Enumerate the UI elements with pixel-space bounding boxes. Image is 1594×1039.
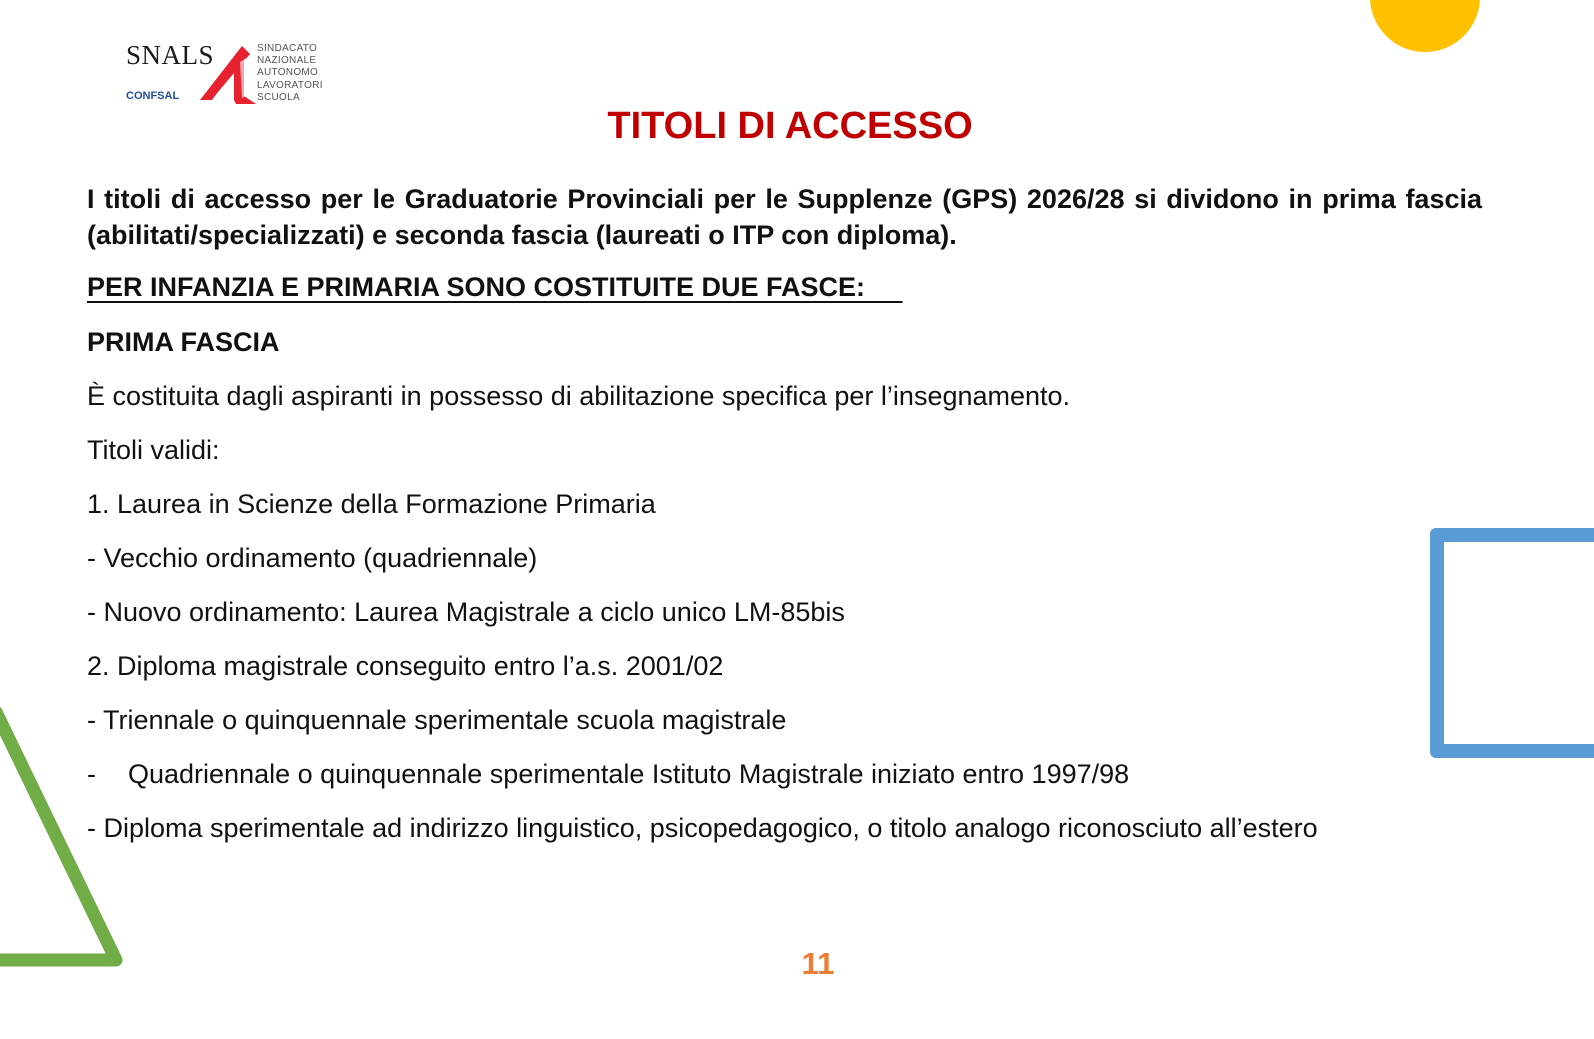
list-item: - Triennale o quinquennale sperimentale scuola magistrale [87, 705, 787, 735]
section-heading-text: PER INFANZIA E PRIMARIA SONO COSTITUITE DUE FASCE: [87, 272, 866, 302]
logo-mark-icon [196, 42, 256, 108]
blue-square-decoration [1430, 528, 1594, 758]
logo-line: AUTONOMO [257, 67, 319, 79]
list-item: - Vecchio ordinamento (quadriennale) [87, 543, 538, 573]
list-item: 2. Diploma magistrale conseguito entro l’a.s. 2001/02 [87, 651, 724, 681]
list-dash: - [87, 759, 96, 789]
logo-line: SINDACATO [257, 43, 318, 54]
list-item: - Diploma sperimentale ad indirizzo linguistico, psicopedagogico, o titolo analogo riconosciuto all’estero [87, 813, 1318, 843]
logo-confsal-text: CONFSAL [126, 90, 180, 102]
list-item: - Nuovo ordinamento: Laurea Magistrale a ciclo unico LM-85bis [87, 597, 845, 627]
titoli-label: Titoli validi: [87, 435, 220, 465]
subheading-prima-fascia: PRIMA FASCIA [87, 327, 280, 357]
yellow-circle-decoration [1370, 0, 1480, 52]
logo-union-name [257, 43, 323, 104]
intro-paragraph: I titoli di accesso per le Graduatorie Provinciali per le Supplenze (GPS) 2026/28 si dividono in prima fascia (abilitati/specializzati) e seconda fascia (laureati o ITP con diploma). [87, 184, 1482, 250]
page-number: 11 [801, 946, 835, 981]
list-item: 1. Laurea in Scienze della Formazione Primaria [87, 489, 656, 519]
list-item-text: Quadriennale o quinquennale sperimentale Istituto Magistrale iniziato entro 1997/98 [128, 759, 1130, 789]
slide-title: TITOLI DI ACCESSO [607, 105, 973, 147]
section-heading-trail [865, 272, 903, 302]
description-paragraph: È costituita dagli aspiranti in possesso di abilitazione specifica per l’insegnamento. [87, 381, 1071, 411]
list-item [87, 757, 1129, 791]
logo-snals-text: SNALS [126, 40, 215, 70]
section-heading [87, 270, 903, 304]
logo-line: SCUOLA [257, 91, 300, 103]
logo-line: NAZIONALE [257, 55, 317, 67]
logo-line: LAVORATORI [257, 79, 323, 91]
